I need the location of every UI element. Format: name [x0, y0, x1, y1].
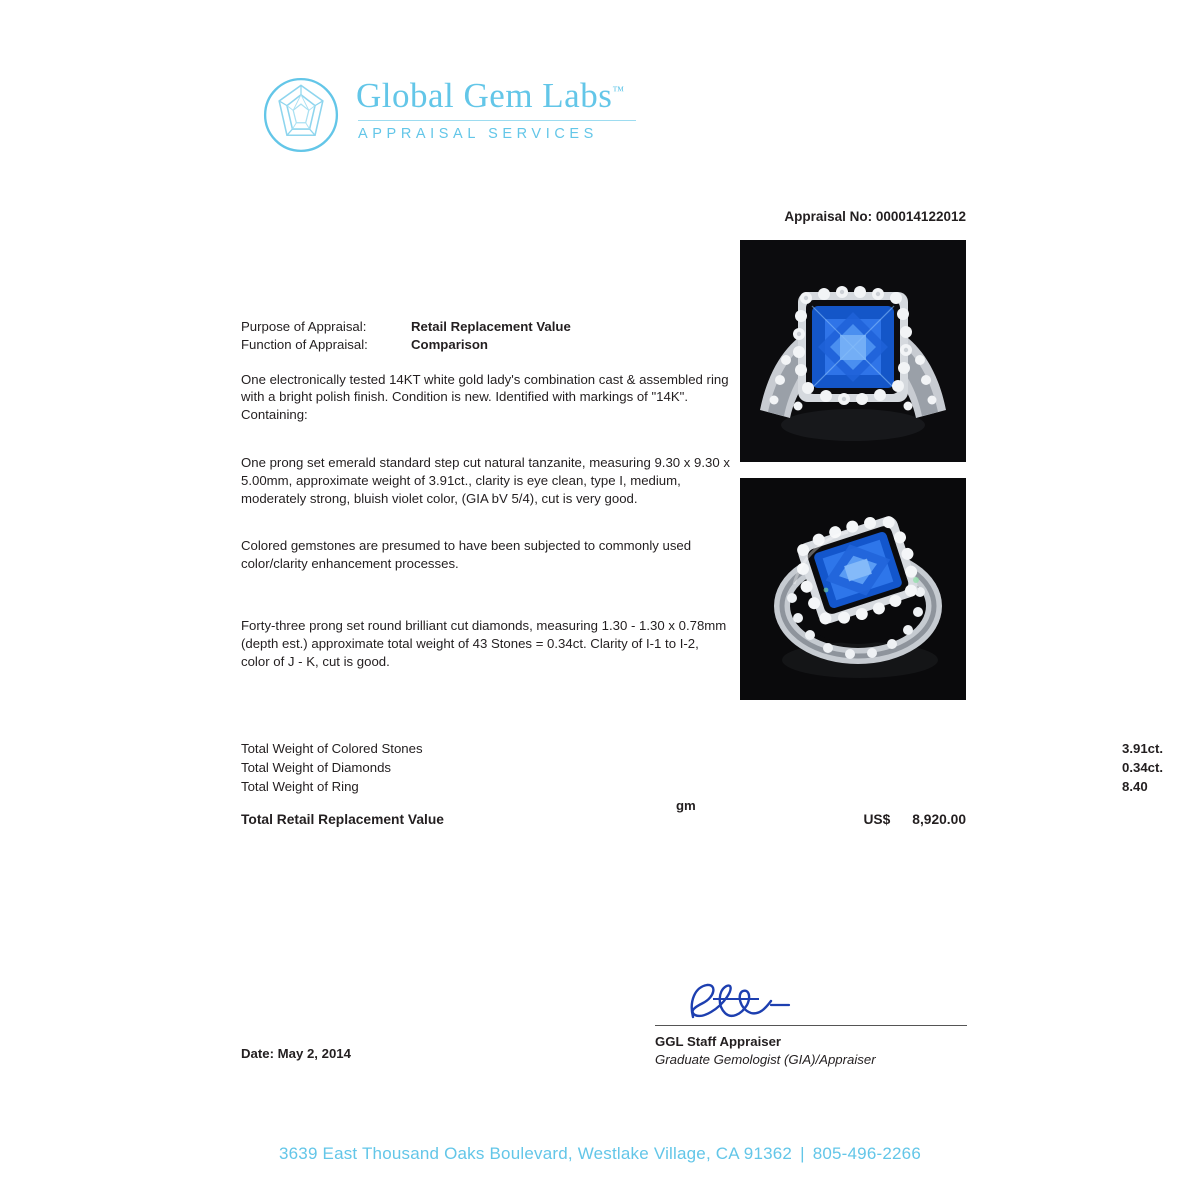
footer-separator: |: [800, 1144, 805, 1163]
ring-description: One electronically tested 14KT white gold lady's combination cast & assembled ring with a bright polish finish. Condition is new. Identified with markings of "14K". Containing:: [241, 371, 729, 423]
grand-total-label: Total Retail Replacement Value: [241, 812, 444, 827]
brand-divider: [358, 120, 636, 121]
appraiser-title: Graduate Gemologist (GIA)/Appraiser: [655, 1052, 876, 1067]
appraisal-number: Appraisal No: 000014122012: [784, 209, 966, 224]
total-ring-weight-value-text: 8.40 gm: [676, 779, 1148, 813]
total-ring-weight-label: Total Weight of Ring: [241, 779, 359, 794]
grand-total-row: [241, 812, 966, 827]
brand-header: [262, 72, 636, 154]
ring-photo-top: [740, 240, 966, 462]
brand-text: [356, 72, 636, 142]
grand-total-amount: [863, 812, 966, 827]
total-diamonds-value-text: 0.34ct.: [1122, 760, 1164, 775]
footer-phone: 805-496-2266: [812, 1144, 921, 1163]
appraiser-name: GGL Staff Appraiser: [655, 1034, 782, 1049]
totals-row: [241, 758, 1164, 777]
brand-name: [356, 78, 636, 115]
purpose-label: Purpose of Appraisal:: [241, 319, 367, 334]
appraisal-body: [241, 318, 731, 670]
total-diamonds-value: [676, 758, 1164, 777]
total-colored-stones-label: Total Weight of Colored Stones: [241, 741, 423, 756]
totals-row: [241, 777, 1148, 815]
footer-address: 3639 East Thousand Oaks Boulevard, Westlake Village, CA 91362: [279, 1144, 793, 1163]
total-ring-weight-value: [676, 777, 1148, 815]
purpose-value: Retail Replacement Value: [411, 319, 571, 334]
signature-mark: [655, 975, 967, 1025]
purpose-row: [241, 318, 731, 336]
brand-tagline: APPRAISAL SERVICES: [358, 125, 598, 142]
trademark-symbol: ™: [612, 83, 625, 98]
function-label: Function of Appraisal:: [241, 336, 368, 352]
brand-name-text: Global Gem Labs: [356, 76, 613, 115]
totals-row: [241, 739, 1164, 758]
gem-diamond-icon: [262, 76, 340, 154]
center-stone-description: One prong set emerald standard step cut natural tanzanite, measuring 9.30 x 9.30 x 5.00mm, approximate weight of 3.91ct., clarity is eye clean, type I, medium, moderately strong, bluish violet color, (GIA bV 5/4), cut is very good.: [241, 454, 730, 506]
total-colored-stones-value: [676, 739, 1164, 758]
signature-block: [655, 975, 967, 1067]
grand-total-value: 8,920.00: [912, 812, 966, 827]
diamond-description: Forty-three prong set round brilliant cut diamonds, measuring 1.30 - 1.30 x 0.78mm (depth est.) approximate total weight of 43 Stones = 0.34ct. Clarity of I-1 to I-2, color of J - K, cut is good.: [241, 617, 727, 669]
appraisal-date: Date: May 2, 2014: [241, 1046, 351, 1061]
total-colored-stones-value-text: 3.91ct.: [1122, 741, 1164, 756]
footer-contact: [0, 1144, 1200, 1164]
totals-block: [241, 739, 1164, 815]
function-value: Comparison: [411, 336, 488, 352]
function-row: [241, 336, 731, 354]
enhancement-disclaimer: Colored gemstones are presumed to have been subjected to commonly used color/clarity enhancement processes.: [241, 538, 692, 572]
signature-line: [655, 1025, 967, 1026]
ring-photo-bottom: [740, 478, 966, 700]
grand-total-currency: US$: [863, 812, 891, 827]
total-diamonds-label: Total Weight of Diamonds: [241, 760, 392, 775]
